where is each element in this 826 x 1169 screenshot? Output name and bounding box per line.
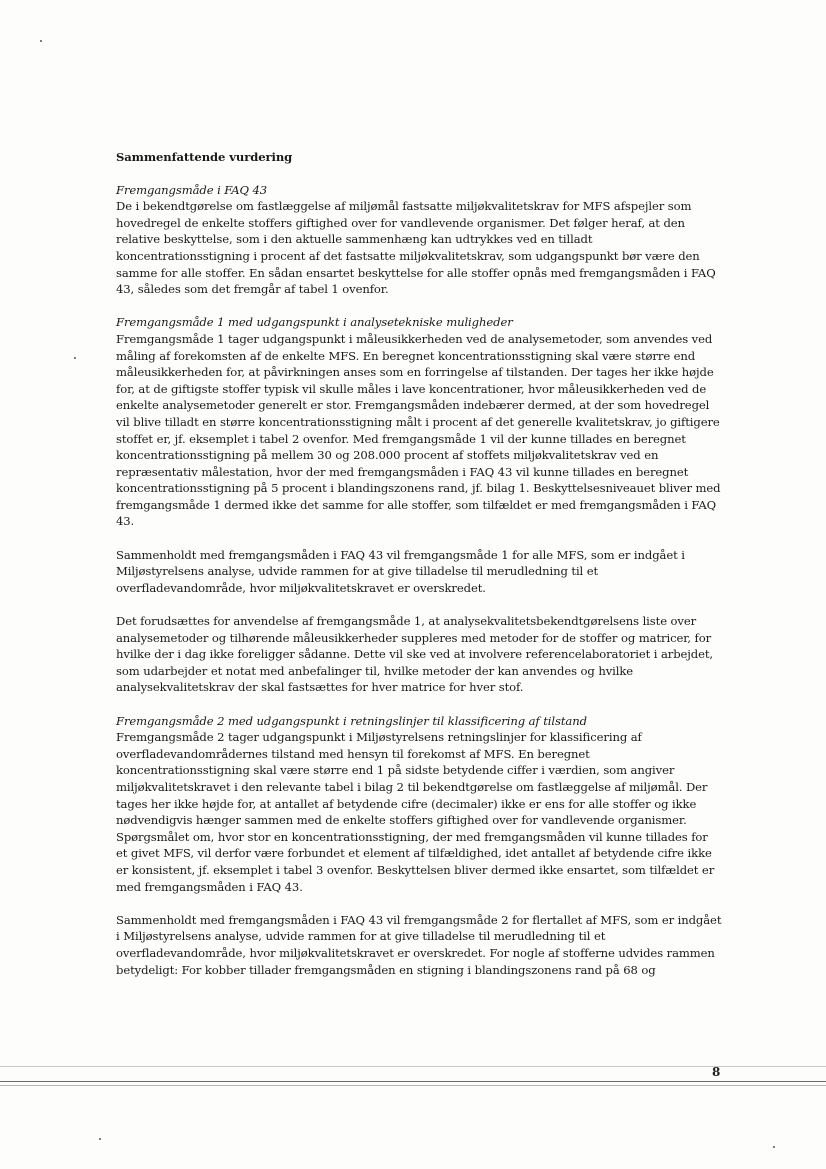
- paragraph: Sammenholdt med fremgangsmåden i FAQ 43 vil fremgangsmåde 1 for alle MFS, som er indgået i Miljøstyrelsens analyse, udvide rammen for at give tilladelse til merudledning til et overfladevandområde, hvor miljøkvalitetskravet er overskredet.: [116, 547, 685, 595]
- footer-rule: [0, 1066, 826, 1067]
- paragraph: Det forudsættes for anvendelse af fremgangsmåde 1, at analysekvalitetsbekendtgørelsens liste over analysemetoder og tilhørende måleusikkerheder suppleres med metoder for de stoffer og matricer, for hvilke der i dag ikke foreligger sådanne. Dette vil ske ved at involvere referencelaboratoriet i arbejdet, som udarbejder et notat med anbefalinger til, hvilke metoder der kan anvendes og hvilke analysekvalitetskrav der skal fastsættes for hver matrice for hver stof.: [116, 614, 714, 695]
- section-heading: Sammenfattende vurdering: [116, 150, 293, 164]
- footer-rule: [0, 1081, 826, 1082]
- subheading: Fremgangsmåde 2 med udgangspunkt i retningslinjer til klassificering af tilstand: [116, 713, 587, 728]
- paragraph: Sammenholdt med fremgangsmåden i FAQ 43 vil fremgangsmåde 2 for flertallet af MFS, som er indgået i Miljøstyrelsens analyse, udvide rammen for at give tilladelse til merudledning til et overfladevandområde, hvor miljøkvalitetskravet er overskredet. For nogle af stofferne udvides rammen betydeligt: For kobber tillader fremgangsmåden en stigning i blandingszonens rand på 68 og: [116, 912, 722, 977]
- footer-rule: [0, 1085, 826, 1086]
- paragraph: Fremgangsmåde 1 tager udgangspunkt i måleusikkerheden ved de analysemetoder, som anvendes ved måling af forekomsten af de enkelte MFS. En beregnet koncentrationsstigning skal være større end måleusikkerheden for, at påvirkningen anses som en forringelse af tilstanden. Der tages her ikke højde for, at de giftigste stoffer typisk vil skulle måles i lave koncentrationer, hvor måleusikkerheden ved de enkelte analysemetoder generelt er stor. Fremgangsmåden indebærer dermed, at der som hovedregel vil blive tilladt en større koncentrationsstigning målt i procent af det generelle kvalitetskrav, jo giftigere stoffet er, jf. eksemplet i tabel 2 ovenfor. Med fremgangsmåde 1 vil der kunne tillades en beregnet koncentrationsstigning på mellem 30 og 208.000 procent af stoffets miljøkvalitetskrav ved en repræsentativ målestation, hvor der med fremgangsmåden i FAQ 43 vil kunne tillades en beregnet koncentrationsstigning på 5 procent i blandingszonens rand, jf. bilag 1. Beskyttelsesniveauet bliver med fremgangsmåde 1 dermed ikke det samme for alle stoffer, som tilfældet er med fremgangsmåden i FAQ 43.: [116, 331, 721, 529]
- subheading: Fremgangsmåde 1 med udgangspunkt i analysetekniske muligheder: [116, 315, 513, 330]
- paragraph: Fremgangsmåde 2 tager udgangspunkt i Miljøstyrelsens retningslinjer for klassificering af overfladevandområdernes tilstand med hensyn til forekomst af MFS. En beregnet koncentrationsstigning skal være større end 1 på sidste betydende ciffer i værdien, som angiver miljøkvalitetskravet i den relevante tabel i bilag 2 til bekendtgørelse om fastlæggelse af miljømål. Der tages her ikke højde for, at antallet af betydende cifre (decimaler) ikke er ens for alle stoffer og ikke nødvendigvis hænger sammen med de enkelte stoffers giftighed over for vandlevende organismer. Spørgsmålet om, hvor stor en koncentrationsstigning, der med fremgangsmåden vil kunne tillades for et givet MFS, vil derfor være forbundet et element af tilfældighed, idet antallet af betydende cifre ikke er konsistent, jf. eksemplet i tabel 3 ovenfor. Beskyttelsen bliver dermed ikke ensartet, som tilfældet er med fremgangsmåden i FAQ 43.: [116, 730, 715, 894]
- scan-speck: [40, 40, 42, 42]
- scan-speck: [99, 1138, 101, 1140]
- section-method-2: [116, 713, 722, 896]
- subheading: Fremgangsmåde i FAQ 43: [116, 182, 268, 197]
- scan-speck: [773, 1146, 775, 1148]
- section-method-1: [116, 314, 722, 530]
- paragraph: De i bekendtgørelse om fastlæggelse af miljømål fastsatte miljøkvalitetskrav for MFS afspejler som hovedregel de enkelte stoffers giftighed over for vandlevende organismer. Det følger heraf, at den relative beskyttelse, som i den aktuelle sammenhæng kan udtrykkes ved en tilladt koncentrationsstigning i procent af det fastsatte miljøkvalitetskrav, som udgangspunkt bør være den samme for alle stoffer. En sådan ensartet beskyttelse for alle stoffer opnås med fremgangsmåden i FAQ 43, således som det fremgår af tabel 1 ovenfor.: [116, 199, 716, 297]
- scan-speck: [74, 357, 76, 359]
- section-faq43: [116, 182, 722, 298]
- page-number: 8: [712, 1065, 721, 1079]
- document-body: [116, 149, 722, 995]
